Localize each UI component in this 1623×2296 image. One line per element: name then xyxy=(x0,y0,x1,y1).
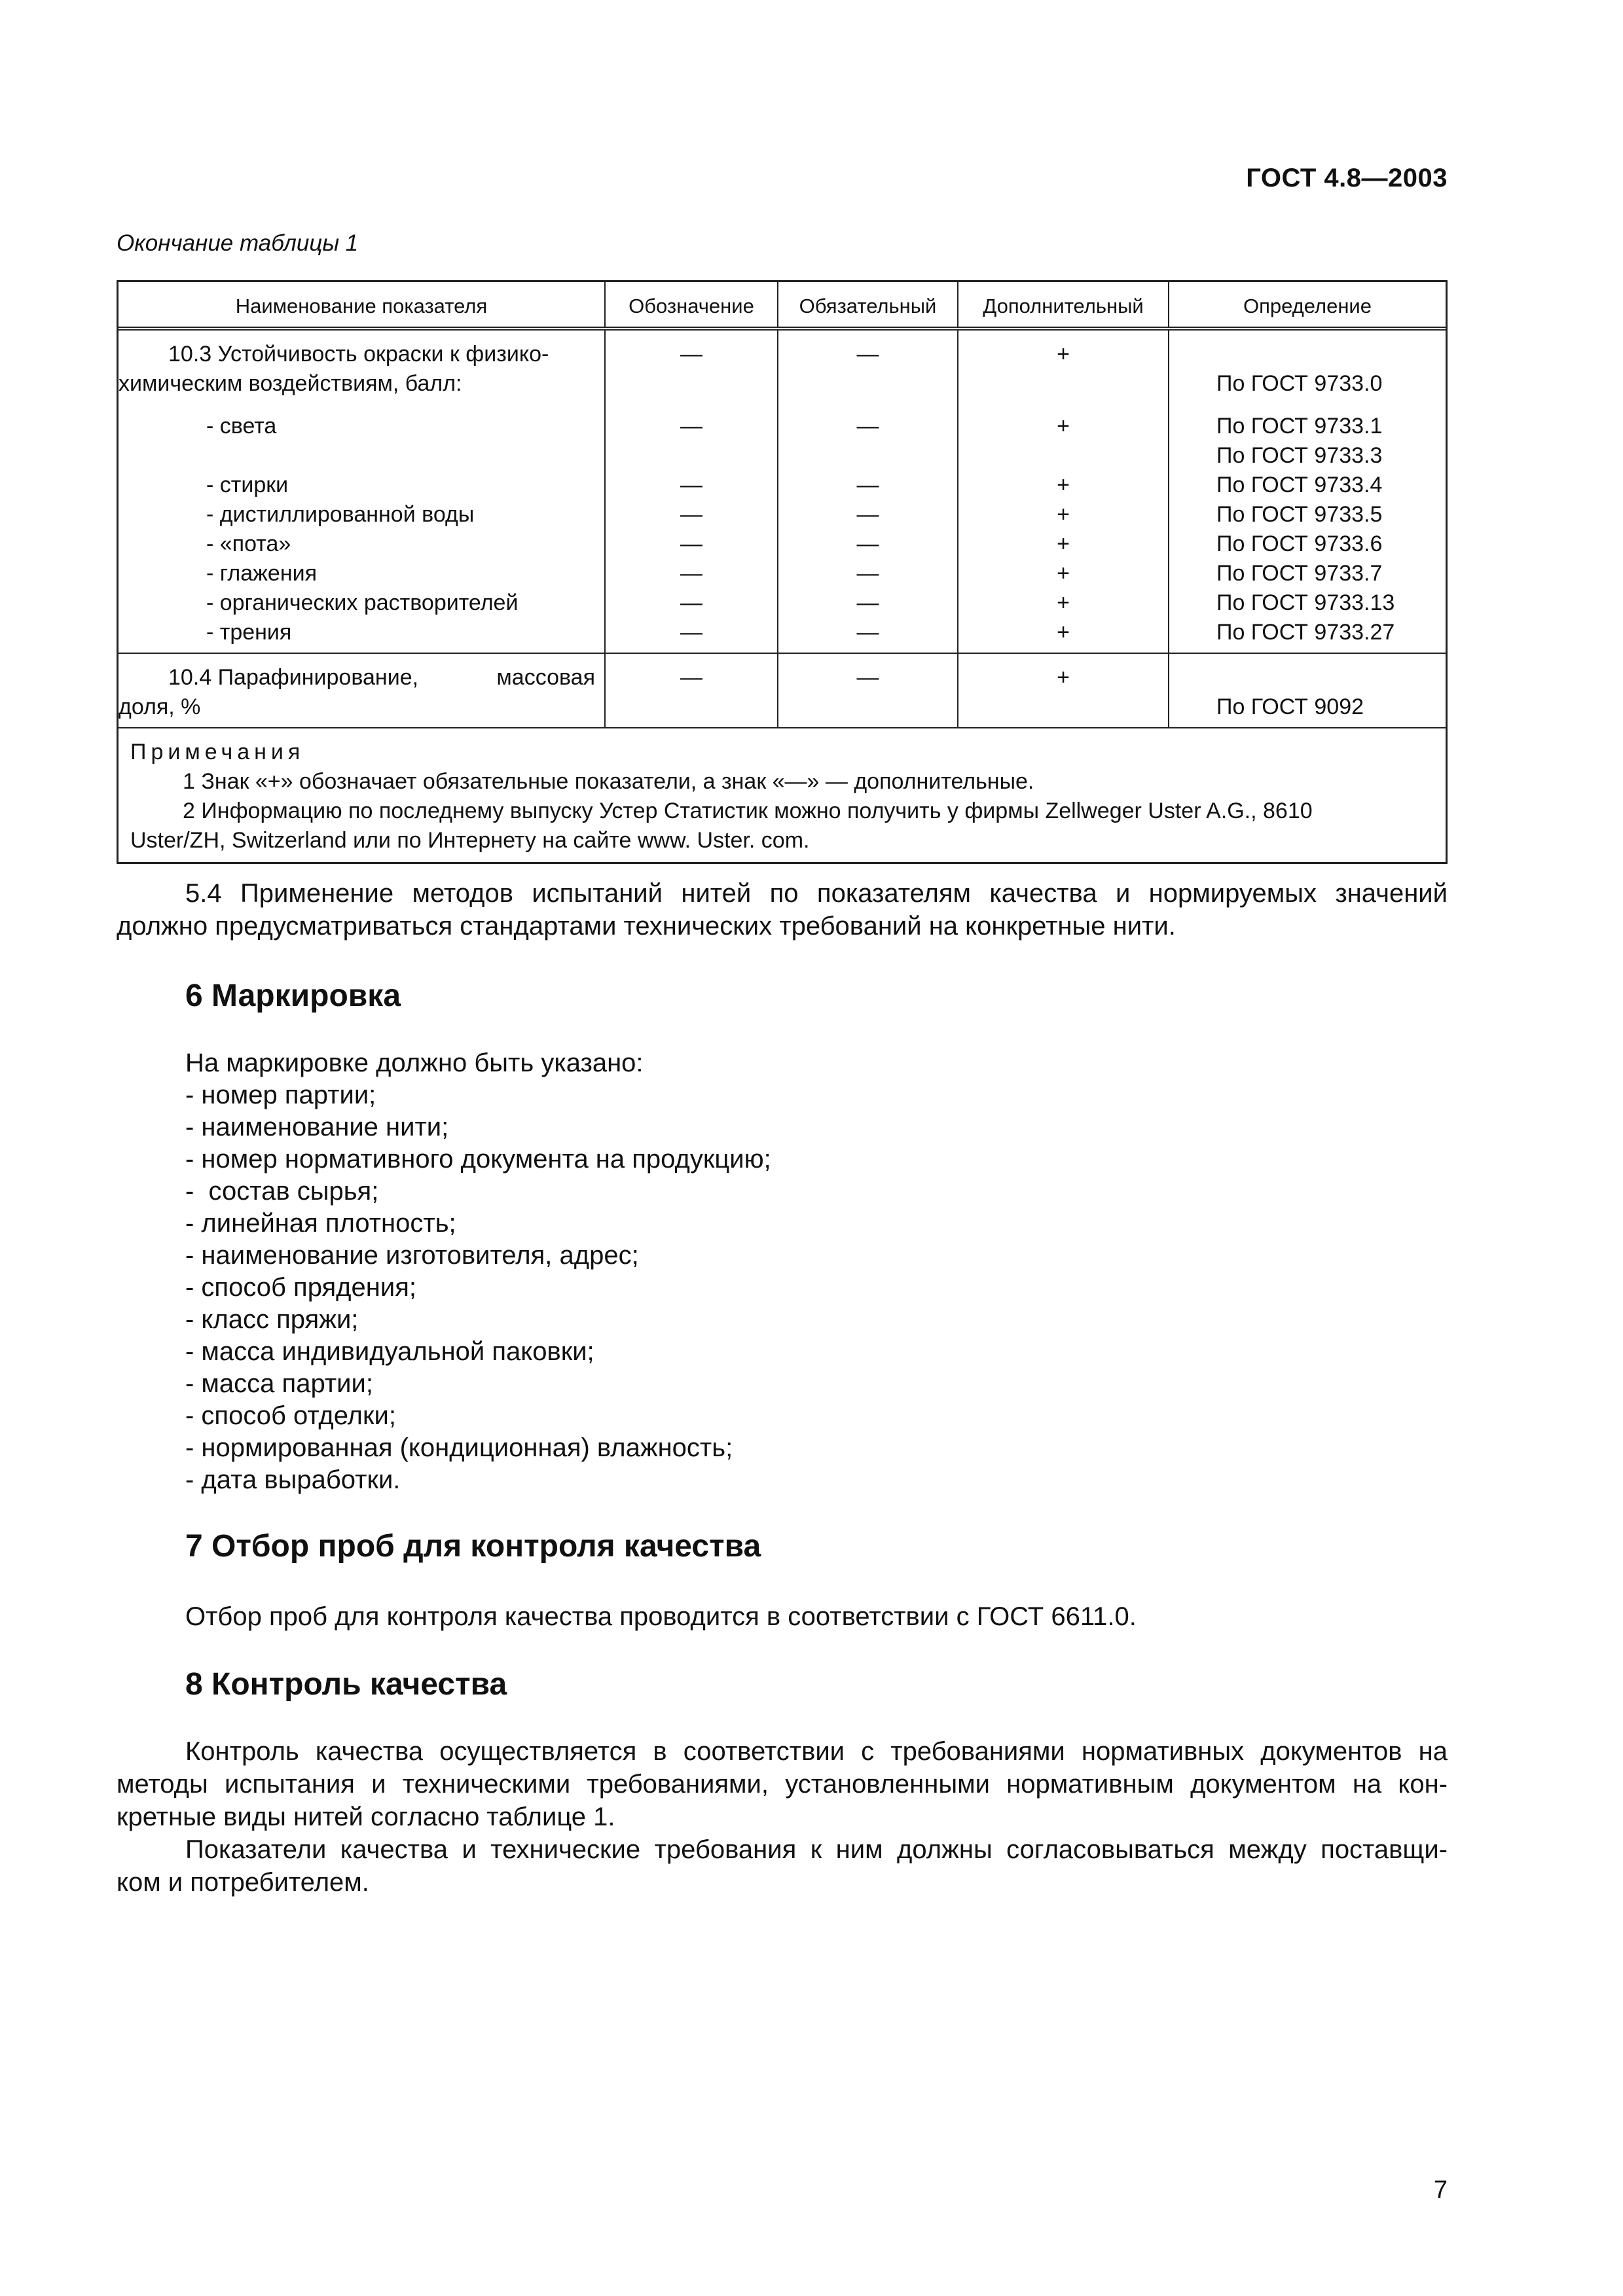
table-cell: По ГОСТ 9733.7 xyxy=(1216,561,1383,586)
col-header-name: Наименование показателя xyxy=(119,282,606,327)
section-8-paragraph-1 xyxy=(117,1735,1448,1899)
table-cell: По ГОСТ 9733.6 xyxy=(1216,531,1383,556)
table-cell: — xyxy=(856,473,879,497)
table-cell: По ГОСТ 9733.4 xyxy=(1216,473,1383,497)
table-header-row xyxy=(119,282,1446,331)
mandatory-cell xyxy=(778,654,958,727)
note-2-line-1: 2 Информацию по последнему выпуску Устер Статистик можно получить у фирмы Zellweger Uster A.G., 8610 xyxy=(183,798,1313,823)
paragraph-line: Контроль качества осуществляется в соответствии с требованиями нормативных документов на xyxy=(185,1737,1448,1766)
paragraph-line: 5.4 Применение методов испытаний нитей по показателям качества и нормируемых значений xyxy=(185,879,1448,908)
table-cell: - дистиллированной воды xyxy=(206,502,475,527)
table-cell: — xyxy=(856,620,879,645)
designation-cell xyxy=(606,654,778,727)
list-item: - класс пряжи; xyxy=(185,1305,359,1334)
table-cell: химическим воздействиям, балл: xyxy=(119,371,462,396)
list-item: - наименование нити; xyxy=(185,1113,449,1141)
list-item: - номер нормативного документа на продукцию; xyxy=(185,1145,771,1174)
col-header-mandatory: Обязательный xyxy=(778,282,958,327)
table-cell: + xyxy=(1057,531,1070,556)
list-item: - линейная плотность; xyxy=(185,1209,456,1238)
paragraph-line: кретные виды нитей согласно таблице 1. xyxy=(117,1803,615,1831)
section-6-heading: 6 Маркировка xyxy=(185,978,401,1013)
definition-cell xyxy=(1169,331,1446,653)
table-cell: 10.3 Устойчивость окраски к физико- xyxy=(168,342,549,367)
table-cell: — xyxy=(680,531,702,556)
table-cell: По ГОСТ 9733.27 xyxy=(1216,620,1395,645)
table-cell: - органических растворителей xyxy=(206,590,519,615)
note-2-line-2: Uster/ZH, Switzerland или по Интернету на сайте www. Uster. com. xyxy=(130,828,810,853)
table-cell: + xyxy=(1057,620,1070,645)
designation-cell xyxy=(606,331,778,653)
additional-cell xyxy=(958,654,1169,727)
table-cell: + xyxy=(1057,502,1070,527)
table-cell: — xyxy=(680,561,702,586)
indicator-name-cell xyxy=(119,654,606,727)
section-7-heading: 7 Отбор проб для контроля качества xyxy=(185,1529,761,1564)
section-7-text: Отбор проб для контроля качества проводится в соответствии с ГОСТ 6611.0. xyxy=(185,1602,1137,1631)
list-item: - дата выработки. xyxy=(185,1465,401,1494)
table-cell: массовая xyxy=(496,665,595,690)
additional-cell xyxy=(958,331,1169,653)
table-cell: — xyxy=(680,502,702,527)
paragraph-line: методы испытания и техническими требованиями, установленными нормативным документом на кон- xyxy=(117,1770,1448,1799)
table-cell: — xyxy=(680,620,702,645)
table-cell: + xyxy=(1057,561,1070,586)
table-cell: - трения xyxy=(206,620,292,645)
list-item: - наименование изготовителя, адрес; xyxy=(185,1241,639,1270)
table-cell: — xyxy=(680,473,702,497)
table-cell: — xyxy=(856,502,879,527)
marking-list xyxy=(185,1047,771,1496)
table-cell: — xyxy=(856,665,879,690)
table-cell: По ГОСТ 9733.13 xyxy=(1216,590,1395,615)
paragraph-5-4 xyxy=(117,877,1448,942)
list-item: - номер партии; xyxy=(185,1081,376,1109)
table-cell: — xyxy=(856,590,879,615)
paragraph-line: Показатели качества и технические требования к ним должны согласовываться между поставщи- xyxy=(185,1835,1448,1864)
page-number: 7 xyxy=(1433,2176,1448,2204)
table-cell: + xyxy=(1057,665,1070,690)
table-cell: доля, % xyxy=(119,694,201,719)
table-cell: + xyxy=(1057,414,1070,439)
table-cell: - «пота» xyxy=(206,531,291,556)
table-cell: По ГОСТ 9733.5 xyxy=(1216,502,1383,527)
table-cell: — xyxy=(680,665,702,690)
document-code: ГОСТ 4.8—2003 xyxy=(1246,164,1448,192)
definition-cell xyxy=(1169,654,1446,727)
list-item: - нормированная (кондиционная) влажность; xyxy=(185,1433,733,1462)
col-header-designation: Обозначение xyxy=(606,282,778,327)
notes-title: Примечания xyxy=(130,740,305,764)
col-header-definition: Определение xyxy=(1243,295,1372,317)
table-cell: + xyxy=(1057,342,1070,367)
table-cell: + xyxy=(1057,473,1070,497)
list-item: - способ прядения; xyxy=(185,1273,416,1302)
table-group-10-3 xyxy=(119,331,1446,654)
table-cell: - глажения xyxy=(206,561,318,586)
list-item: - способ отделки; xyxy=(185,1401,396,1430)
requirements-table xyxy=(117,280,1448,864)
table-cell: - стирки xyxy=(206,473,289,497)
list-intro: На маркировке должно быть указано: xyxy=(185,1049,644,1077)
table-cell: - света xyxy=(206,414,277,439)
table-cell: По ГОСТ 9092 xyxy=(1216,694,1364,719)
table-cell: По ГОСТ 9733.3 xyxy=(1216,443,1383,468)
list-item: - состав сырья; xyxy=(185,1177,379,1206)
section-8-heading: 8 Контроль качества xyxy=(185,1667,507,1702)
table-cell: — xyxy=(680,414,702,439)
table-caption: Окончание таблицы 1 xyxy=(117,230,359,256)
table-cell: — xyxy=(856,414,879,439)
table-cell: По ГОСТ 9733.0 xyxy=(1216,371,1383,396)
table-cell: 10.4 Парафинирование, xyxy=(168,665,419,690)
mandatory-cell xyxy=(778,331,958,653)
table-cell: — xyxy=(856,561,879,586)
indicator-name-cell xyxy=(119,331,606,653)
table-cell: + xyxy=(1057,590,1070,615)
table-cell: — xyxy=(856,531,879,556)
list-item: - масса индивидуальной паковки; xyxy=(185,1337,594,1366)
list-item: - масса партии; xyxy=(185,1369,373,1398)
table-cell: — xyxy=(680,590,702,615)
table-cell: — xyxy=(680,342,702,367)
paragraph-line: должно предусматриваться стандартами технических требований на конкретные нити. xyxy=(117,912,1176,941)
table-notes xyxy=(119,728,1446,862)
col-header-additional: Дополнительный xyxy=(958,282,1169,327)
table-group-10-4 xyxy=(119,654,1446,728)
paragraph-line: ком и потребителем. xyxy=(117,1868,369,1897)
table-cell: — xyxy=(856,342,879,367)
note-1: 1 Знак «+» обозначает обязательные показатели, а знак «—» — дополнительные. xyxy=(183,769,1034,794)
table-cell: По ГОСТ 9733.1 xyxy=(1216,414,1383,439)
